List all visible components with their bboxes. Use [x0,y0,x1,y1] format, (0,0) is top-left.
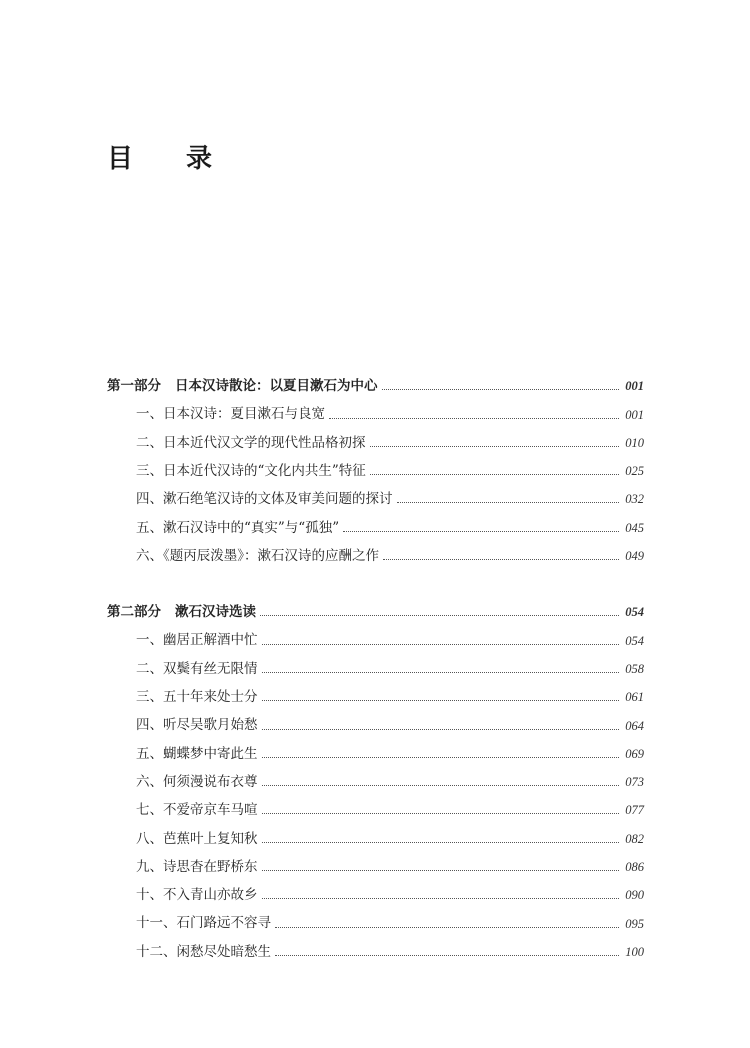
toc-entry-title: 十二、闲愁尽处暗愁生 [136,943,271,960]
dot-leader [262,842,620,843]
toc-entry[interactable] [107,677,644,705]
dot-leader [262,870,620,871]
dot-leader [262,672,620,673]
part-title: 日本汉诗散论：以夏目漱石为中心 [175,378,378,395]
dot-leader [262,813,620,814]
dot-leader [382,389,620,390]
dot-leader [262,898,620,899]
toc-entry-title: 三、五十年来处士分 [136,689,258,706]
toc-entry-title: 一、幽居正解酒中忙 [136,632,258,649]
toc-entry-title: 六、何须漫说布衣尊 [136,773,258,790]
dot-leader [262,700,620,701]
page-number: 061 [625,690,644,705]
toc-entry[interactable] [107,507,644,535]
dot-leader [260,615,619,616]
toc-entry-title: 五、漱石汉诗中的“真实”与“孤独” [136,519,340,536]
toc-entry[interactable] [107,762,644,790]
toc-entry-title: 六、《题丙辰泼墨》：漱石汉诗的应酬之作 [136,547,379,564]
page-number: 073 [625,775,644,790]
page-number: 077 [625,803,644,818]
toc-entry[interactable] [107,875,644,903]
toc-entry[interactable] [107,451,644,479]
toc-entry-title: 二、双鬓有丝无限情 [136,660,258,677]
toc-entry-title: 九、诗思杳在野桥东 [136,858,258,875]
dot-leader [370,474,619,475]
toc-entry[interactable] [107,790,644,818]
toc-part-2 [107,592,644,960]
page-number: 054 [625,633,644,648]
dot-leader [262,785,620,786]
toc-entry-title: 四、听尽吴歌月始愁 [136,717,258,734]
toc-entry[interactable] [107,903,644,931]
page-number: 001 [625,407,644,422]
toc-entry-title: 七、不爱帝京车马喧 [136,802,258,819]
toc-entry-title: 十、不入青山亦故乡 [136,887,258,904]
page-number: 086 [625,860,644,875]
toc-entry[interactable] [107,394,644,422]
dot-leader [397,502,620,503]
part-number: 第一部分 [107,378,161,395]
toc-entry-title: 八、芭蕉叶上复知秋 [136,830,258,847]
page-number: 010 [625,435,644,450]
page-number: 025 [625,464,644,479]
dot-leader [275,927,619,928]
toc-entry[interactable] [107,620,644,648]
dot-leader [275,955,619,956]
page-number: 069 [625,746,644,761]
page-number: 045 [625,520,644,535]
page-title: 目 录 [107,144,235,174]
table-of-contents [107,366,644,988]
page-number: 054 [625,605,644,620]
dot-leader [329,418,619,419]
part-number: 第二部分 [107,604,161,621]
dot-leader [262,757,620,758]
toc-part-heading[interactable] [107,592,644,620]
dot-leader [383,559,619,560]
dot-leader [262,729,620,730]
page-number: 100 [625,944,644,959]
toc-entry-title: 二、日本近代汉文学的现代性品格初探 [136,434,366,451]
toc-entry[interactable] [107,818,644,846]
toc-entry-title: 十一、石门路远不容寻 [136,915,271,932]
toc-entry[interactable] [107,536,644,564]
page-number: 001 [625,379,644,394]
toc-part-1 [107,366,644,564]
toc-entry[interactable] [107,734,644,762]
toc-entry[interactable] [107,932,644,960]
page-number: 064 [625,718,644,733]
toc-entry-title: 三、日本近代汉诗的“文化内共生”特征 [136,463,366,479]
toc-entry-title: 四、漱石绝笔汉诗的文体及审美问题的探讨 [136,491,393,508]
toc-entry[interactable] [107,847,644,875]
page-number: 058 [625,661,644,676]
toc-entry[interactable] [107,479,644,507]
page-number: 090 [625,888,644,903]
toc-part-heading[interactable] [107,366,644,394]
dot-leader [262,644,620,645]
toc-entry[interactable] [107,649,644,677]
page-number: 082 [625,831,644,846]
toc-entry[interactable] [107,705,644,733]
part-title: 漱石汉诗选读 [175,604,256,621]
page-number: 032 [625,492,644,507]
dot-leader [343,531,619,532]
dot-leader [370,446,620,447]
toc-entry-title: 一、日本汉诗：夏目漱石与良宽 [136,406,325,423]
toc-entry[interactable] [107,423,644,451]
page-number: 095 [625,916,644,931]
page-number: 049 [625,549,644,564]
toc-entry-title: 五、蝴蝶梦中寄此生 [136,745,258,762]
